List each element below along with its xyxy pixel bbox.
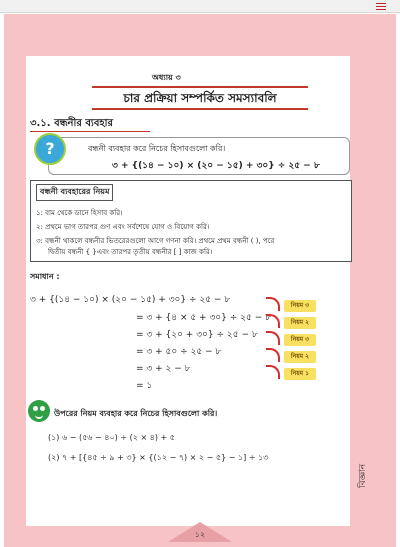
task-expression: ৩ + {(১৪ − ১০) × (২০ − ১৫) + ৩০} ÷ ২৫ − ৮: [112, 161, 320, 171]
rule-item: ১: বাম থেকে ডানে হিসাব করি।: [36, 209, 123, 217]
page-title: চার প্রক্রিয়া সম্পর্কিত সমস্যাবলি: [92, 86, 308, 110]
rule-badge: নিয়ম ২: [284, 317, 316, 329]
solution-line: ৩ + {(১৪ − ১০) × (২০ − ১৫) + ৩০} ÷ ২৫ − ৮: [30, 295, 231, 305]
exercise-item: (২) ৭ + [{৪৫ ÷ ৯ + ৩} × {(১২ − ৭) × ২ − ৫} − ১] ÷ ১৩: [48, 453, 269, 462]
rule-item: ২: প্রথমে ভাগ তারপর গুণ এবং সর্বশেষে যোগ ও বিয়োগ করি।: [36, 223, 210, 231]
solution-line: = ১: [136, 381, 153, 391]
rule-item: ৩: বন্ধনী থাকলে বন্ধনীর ভিতরেরগুলো আগে গণনা করি। প্রথমে প্রথম বন্ধনী ( ), পরে: [36, 237, 275, 245]
chapter-label: অধ্যায় ৩: [152, 73, 181, 82]
menu-icon[interactable]: [376, 3, 386, 12]
rule-badge: নিয়ম ৩: [284, 300, 316, 312]
mascot-icon: [28, 400, 50, 422]
side-margin: [350, 56, 386, 526]
rules-title: বন্ধনী ব্যবহারের নিয়ম: [36, 184, 113, 201]
rule-badge: নিয়ম ১: [284, 368, 316, 380]
rule-item-continued: দ্বিতীয় বন্ধনী { }এবং তারপর তৃতীয় বন্ধনীর [ ] কাজ করি।: [48, 248, 213, 256]
exercise-item: (১) ৬ − (৫৬ − ৪০) ÷ (২ × ৪) + ৫: [48, 433, 175, 442]
rule-badge: নিয়ম ২: [284, 351, 316, 363]
solution-line: = ৩ + {২০ + ৩০} ÷ ২৫ − ৮: [136, 330, 258, 340]
page-number: ১২: [194, 530, 206, 539]
solution-line: = ৩ + ৫০ ÷ ২৫ − ৮: [136, 347, 222, 357]
rule-badge: নিয়ম ৩: [284, 334, 316, 346]
solution-label: সমাধান :: [30, 272, 60, 281]
section-underline: [30, 131, 150, 132]
page-number-tab: [168, 522, 232, 542]
solution-line: = ৩ + {৪ × ৫ + ৩০} ÷ ২৫ − ৮: [136, 313, 271, 323]
task-instruction: বন্ধনী ব্যবহার করে নিচের হিসাবগুলো করি।: [88, 144, 226, 153]
side-page-number: বিজ্ঞান: [358, 463, 368, 488]
practice-heading: উপরের নিয়ম ব্যবহার করে নিচের হিসাবগুলো করি।: [54, 409, 218, 418]
top-bar: [0, 0, 400, 13]
question-icon: ?: [34, 133, 66, 165]
section-heading: ৩.১. বন্ধনীর ব্যবহার: [30, 118, 114, 129]
solution-line: = ৩ + ২ − ৮: [136, 364, 191, 374]
